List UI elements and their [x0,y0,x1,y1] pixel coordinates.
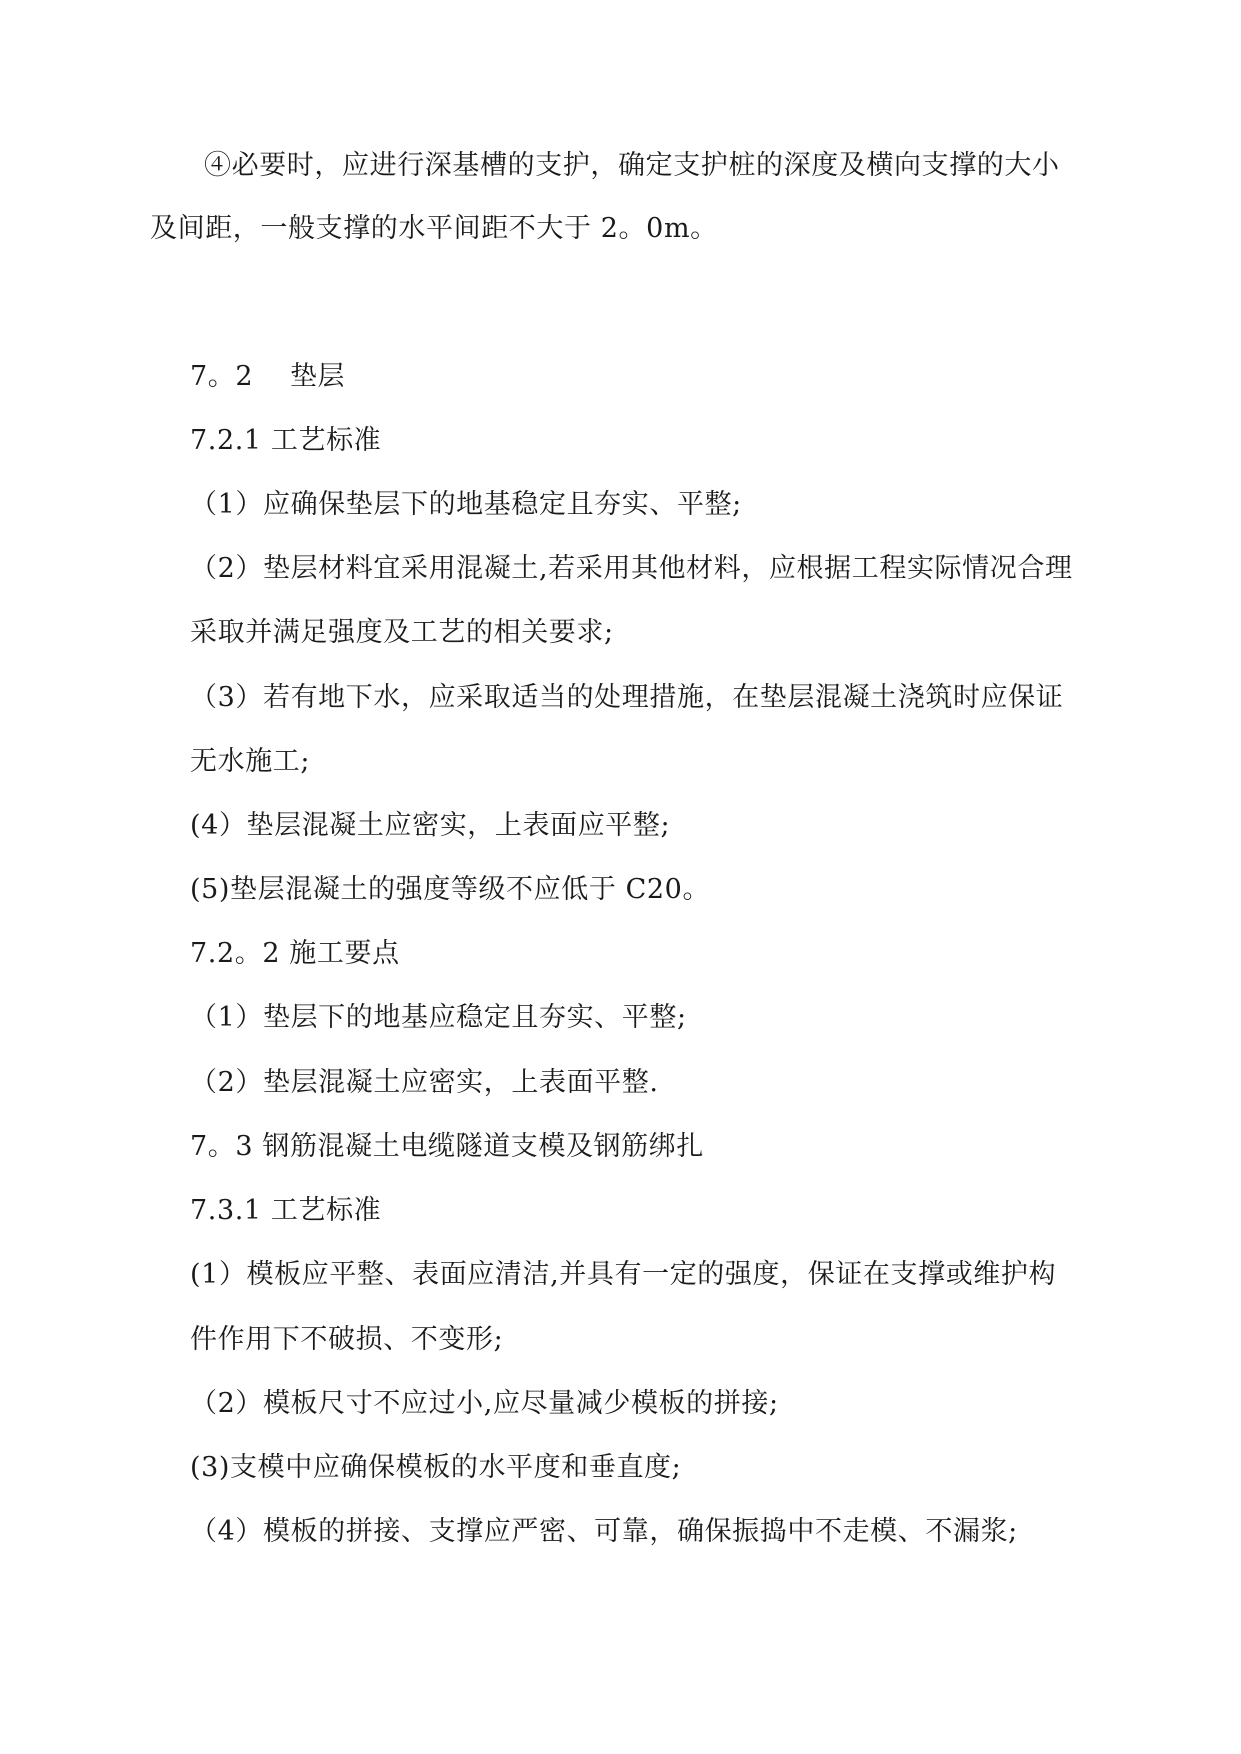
list-item-7-3-1-2: （2）模板尺寸不应过小,应尽量减少模板的拼接; [190,1388,779,1419]
list-item-7-3-1-1-cont: 件作用下不破损、不变形; [190,1324,504,1355]
subsection-heading-7-3-1: 7.3.1 工艺标准 [190,1195,382,1226]
list-item-7-3-1-1: (1）模板应平整、表面应清洁,并具有一定的强度，保证在支撑或维护构 [190,1259,1057,1290]
list-item-7-2-1-2-cont: 采取并满足强度及工艺的相关要求; [190,617,614,648]
list-item-7-2-1-4: (4）垫层混凝土应密实，上表面应平整; [190,810,671,841]
subsection-heading-7-2-1: 7.2.1 工艺标准 [190,425,382,456]
list-item-7-2-2-1: （1）垫层下的地基应稳定且夯实、平整; [190,1002,687,1033]
subsection-heading-7-2-2: 7.2。2 施工要点 [190,938,400,969]
list-item-7-2-1-1: （1）应确保垫层下的地基稳定且夯实、平整; [190,489,742,520]
list-item-7-2-1-3: （3）若有地下水，应采取适当的处理措施，在垫层混凝土浇筑时应保证 [190,682,1064,713]
list-item-7-2-1-2: （2）垫层材料宜采用混凝土,若采用其他材料，应根据工程实际情况合理 [190,553,1073,584]
list-item-7-2-1-3-cont: 无水施工; [190,746,311,777]
list-item-7-2-1-5: (5)垫层混凝土的强度等级不应低于 C20。 [190,874,711,905]
list-item-7-2-2-2: （2）垫层混凝土应密实，上表面平整. [190,1067,659,1098]
paragraph-line-2: 及间距，一般支撑的水平间距不大于 2。0m。 [150,213,718,244]
list-item-7-3-1-3: (3)支模中应确保模板的水平度和垂直度; [190,1452,682,1483]
section-heading-7-2: 7。2 垫层 [190,361,346,392]
section-heading-7-3: 7。3 钢筋混凝土电缆隧道支模及钢筋绑扎 [190,1131,704,1162]
paragraph-line-1: ④必要时，应进行深基槽的支护，确定支护桩的深度及横向支撑的大小 [204,150,1060,181]
list-item-7-3-1-4: （4）模板的拼接、支撑应严密、可靠，确保振捣中不走模、不漏浆; [190,1516,1018,1547]
